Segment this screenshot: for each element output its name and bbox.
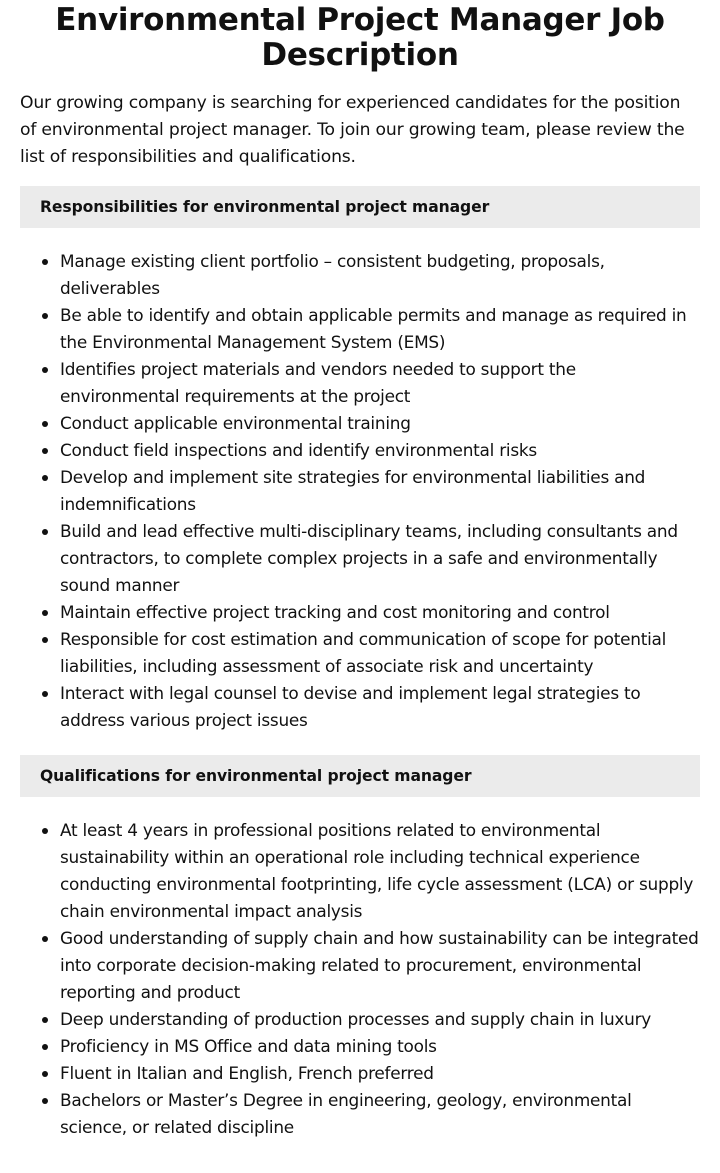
list-item-text: Conduct field inspections and identify environmental risks xyxy=(60,440,537,460)
list-item xyxy=(20,464,700,518)
list-item-text: Bachelors or Master’s Degree in engineering, geology, environmental science, or related discipline xyxy=(60,1090,632,1137)
bullet-icon xyxy=(42,367,48,373)
list-item xyxy=(20,437,700,464)
list-item xyxy=(20,817,700,925)
list-item-text: Manage existing client portfolio – consistent budgeting, proposals, deliverables xyxy=(60,251,605,298)
qualifications-list xyxy=(20,817,700,1141)
list-item xyxy=(20,518,700,599)
bullet-icon xyxy=(42,691,48,697)
list-item-text: Deep understanding of production processes and supply chain in luxury xyxy=(60,1009,652,1029)
list-item-text: Develop and implement site strategies for environmental liabilities and indemnifications xyxy=(60,467,646,514)
bullet-icon xyxy=(42,448,48,454)
bullet-icon xyxy=(42,936,48,942)
list-item-text: Fluent in Italian and English, French preferred xyxy=(60,1063,434,1083)
bullet-icon xyxy=(42,610,48,616)
bullet-icon xyxy=(42,828,48,834)
list-item-text: Proficiency in MS Office and data mining tools xyxy=(60,1036,437,1056)
list-item-text: Conduct applicable environmental training xyxy=(60,413,411,433)
list-item-text: Maintain effective project tracking and cost monitoring and control xyxy=(60,602,610,622)
list-item xyxy=(20,925,700,1006)
list-item xyxy=(20,1087,700,1141)
list-item xyxy=(20,410,700,437)
bullet-icon xyxy=(42,637,48,643)
list-item xyxy=(20,1060,700,1087)
list-item xyxy=(20,248,700,302)
qualifications-heading: Qualifications for environmental project manager xyxy=(20,755,700,797)
list-item-text: Interact with legal counsel to devise and implement legal strategies to address various project issues xyxy=(60,683,641,730)
bullet-icon xyxy=(42,259,48,265)
list-item-text: Responsible for cost estimation and communication of scope for potential liabilities, including assessment of associate risk and uncertainty xyxy=(60,629,667,676)
list-item-text: Good understanding of supply chain and how sustainability can be integrated into corporate decision-making related to procurement, environmental reporting and product xyxy=(60,928,699,1002)
list-item xyxy=(20,680,700,734)
bullet-icon xyxy=(42,421,48,427)
list-item xyxy=(20,1033,700,1060)
bullet-icon xyxy=(42,1071,48,1077)
list-item xyxy=(20,599,700,626)
bullet-icon xyxy=(42,1017,48,1023)
list-item-text: At least 4 years in professional positions related to environmental sustainability within an operational role including technical experience conducting environmental footprinting, life cycle assessment (LCA) or supply chain environmental impact analysis xyxy=(60,820,694,921)
list-item xyxy=(20,1006,700,1033)
list-item-text: Be able to identify and obtain applicable permits and manage as required in the Environmental Management System (EMS) xyxy=(60,305,687,352)
bullet-icon xyxy=(42,475,48,481)
list-item xyxy=(20,626,700,680)
list-item xyxy=(20,302,700,356)
list-item-text: Build and lead effective multi-disciplinary teams, including consultants and contractors, to complete complex projects in a safe and environmentally sound manner xyxy=(60,521,678,595)
intro-paragraph: Our growing company is searching for experienced candidates for the position of environmental project manager. To join our growing team, please review the list of responsibilities and qualifications. xyxy=(20,93,685,167)
list-item-text: Identifies project materials and vendors needed to support the environmental requirements at the project xyxy=(60,359,576,406)
list-item xyxy=(20,356,700,410)
responsibilities-list xyxy=(20,248,700,734)
bullet-icon xyxy=(42,313,48,319)
responsibilities-heading: Responsibilities for environmental project manager xyxy=(20,186,700,228)
bullet-icon xyxy=(42,529,48,535)
bullet-icon xyxy=(42,1044,48,1050)
bullet-icon xyxy=(42,1098,48,1104)
page-title: Environmental Project Manager Job Description xyxy=(55,2,665,73)
